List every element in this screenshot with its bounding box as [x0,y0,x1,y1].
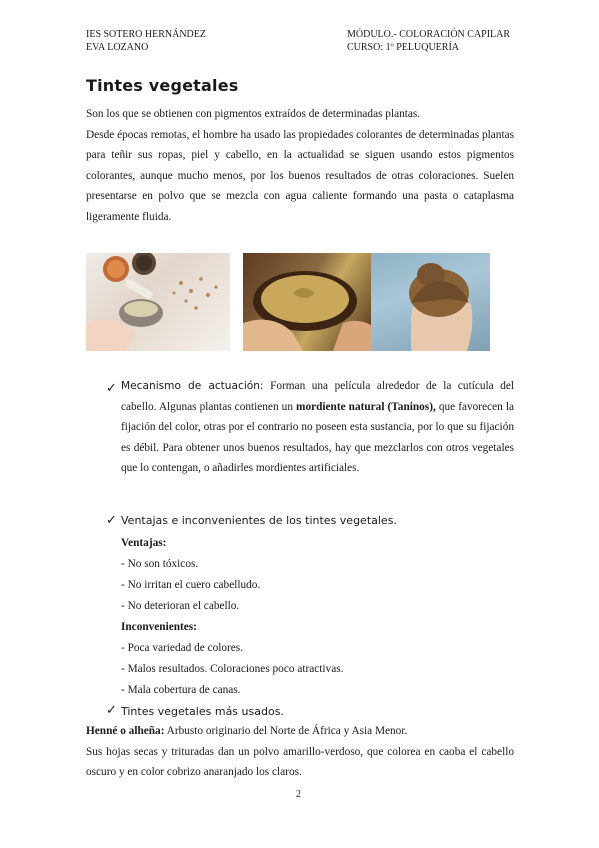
page-number: 2 [296,789,301,800]
ventaja-item: - No irritan el cuero cabelludo. [121,579,261,591]
hair-treatment-image [371,253,490,351]
check-icon: ✓ [106,702,117,717]
teacher-name: EVA LOZANO [86,42,149,53]
inconveniente-item: - Poca variedad de colores. [121,642,244,654]
intro-text [86,104,514,227]
history-paragraph: Desde épocas remotas, el hombre ha usado las propiedades colorantes de determinadas plantas para teñir sus ropas, piel y cabello, en la actualidad se siguen usando estos pigmentos colorantes, aunque mucho menos, por los buenos resultados de otras coloraciones. Suelen presentarse en polvo que se mezcla con agua caliente formando una pasta o cataplasma ligeramente fluida. [86,128,514,223]
henna-bowl-illustration [243,253,371,351]
mechanism-text-b: que favorecen la fijación del color, otras por el contrario no poseen esta sustancia, por lo que su fijación es débil. Para obtener unos buenos resultados, hay que mezclarlos con otros vegetales que lo contengan, o añadirles mordientes artificiales. [121,400,514,474]
mechanism-title: Mecanismo de actuación: [121,380,264,392]
school-name: IES SOTERO HERNÁNDEZ [86,29,206,40]
image-strip [86,253,490,351]
pros-cons-title: Ventajas e inconvenientes de los tintes vegetales. [121,514,397,527]
header-right [347,28,510,54]
mortar-illustration [86,253,230,351]
module-name: MÓDULO.- COLORACIÓN CAPILAR [347,29,511,40]
henna-origin: Arbusto originario del Norte de África y Asia Menor. [164,725,408,737]
hair-illustration [371,253,490,351]
henna-description: Sus hojas secas y trituradas dan un polvo amarillo-verdoso, que colorea en caoba el cabello oscuro y en color cobrizo anaranjado los claros. [86,745,514,778]
inconveniente-item: - Malos resultados. Coloraciones poco atractivas. [121,663,344,675]
mechanism-bold: mordiente natural (Taninos), [296,400,436,413]
page-title: Tintes vegetales [86,76,239,95]
mechanism-text-a: Forman una película alrededor de la cutícula del cabello. Algunas plantas contienen un [121,380,514,413]
ventaja-item: - No son tóxicos. [121,558,199,570]
inconvenientes-label: Inconvenientes: [121,621,197,633]
most-used-title: Tintes vegetales más usados. [121,705,284,718]
check-icon: ✓ [106,380,117,395]
ventaja-item: - No deterioran el cabello. [121,600,240,612]
header-left [86,28,206,54]
ventajas-label: Ventajas: [121,537,167,549]
intro-sentence: Son los que se obtienen con pigmentos extraídos de determinadas plantas. [86,108,421,120]
henna-intro [86,721,514,742]
mortar-image [86,253,230,351]
henna-label: Henné o alheña: [86,725,165,737]
inconveniente-item: - Mala cobertura de canas. [121,684,241,696]
mechanism-paragraph [121,376,514,479]
henna-paragraph [86,721,514,783]
check-icon: ✓ [106,512,117,527]
henna-paste-image [243,253,371,351]
course-name: CURSO: 1º PELUQUERÍA [347,42,459,53]
